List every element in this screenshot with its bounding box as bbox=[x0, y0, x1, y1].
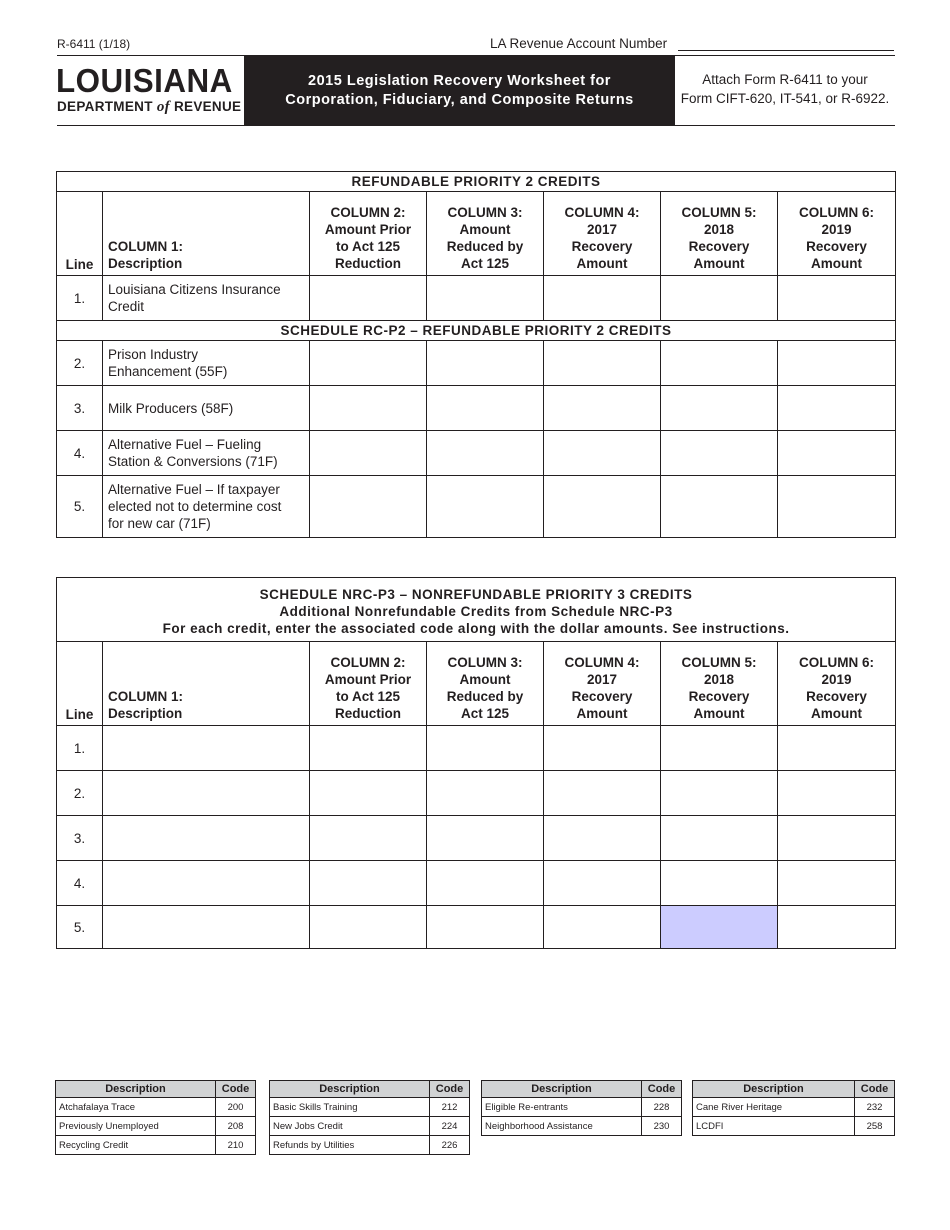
table-row: Basic Skills Training 212 bbox=[270, 1098, 470, 1117]
table-row: Atchafalaya Trace 200 bbox=[56, 1098, 256, 1117]
table-row: 3. bbox=[57, 816, 896, 861]
amount-field[interactable] bbox=[310, 386, 427, 431]
table-row: 5. bbox=[57, 906, 896, 949]
amount-field[interactable] bbox=[427, 386, 544, 431]
amount-field[interactable] bbox=[544, 906, 661, 949]
amount-field[interactable] bbox=[427, 816, 544, 861]
amount-field[interactable] bbox=[544, 386, 661, 431]
form-title-line2: Corporation, Fiduciary, and Composite Returns bbox=[285, 91, 634, 108]
account-number-field[interactable] bbox=[678, 50, 894, 51]
column-header-row bbox=[57, 192, 896, 276]
logo-department: DEPARTMENT of REVENUE bbox=[57, 99, 242, 115]
description-field[interactable] bbox=[103, 906, 310, 949]
amount-field[interactable] bbox=[661, 386, 778, 431]
table-row: Neighborhood Assistance 230 bbox=[482, 1117, 682, 1136]
amount-field-focused[interactable] bbox=[661, 906, 778, 949]
amount-field[interactable] bbox=[778, 726, 896, 771]
table-row: Refunds by Utilities 226 bbox=[270, 1136, 470, 1155]
description-field[interactable] bbox=[103, 771, 310, 816]
attach-instructions: Attach Form R-6411 to your Form CIFT-620, IT-541, or R-6922. bbox=[680, 72, 890, 106]
amount-field[interactable] bbox=[310, 431, 427, 476]
column5-header: COLUMN 5: 2018 Recovery Amount bbox=[661, 642, 778, 726]
amount-field[interactable] bbox=[427, 771, 544, 816]
table-row: 1. bbox=[57, 726, 896, 771]
amount-field[interactable] bbox=[661, 861, 778, 906]
code-table-3: Description Code Eligible Re-entrants 228 Neighborhood Assistance 230 bbox=[481, 1080, 682, 1136]
amount-field[interactable] bbox=[310, 771, 427, 816]
section-title: REFUNDABLE PRIORITY 2 CREDITS bbox=[57, 172, 896, 192]
description-field[interactable] bbox=[103, 726, 310, 771]
amount-field[interactable] bbox=[544, 861, 661, 906]
column3-header: COLUMN 3: Amount Reduced by Act 125 bbox=[427, 192, 544, 276]
amount-field[interactable] bbox=[661, 431, 778, 476]
column2-header: COLUMN 2: Amount Prior to Act 125 Reduction bbox=[310, 192, 427, 276]
amount-field[interactable] bbox=[427, 476, 544, 538]
form-number: R-6411 (1/18) bbox=[57, 37, 131, 51]
section-subtitle: SCHEDULE RC-P2 – REFUNDABLE PRIORITY 2 CREDITS bbox=[57, 321, 896, 341]
column4-header: COLUMN 4: 2017 Recovery Amount bbox=[544, 642, 661, 726]
amount-field[interactable] bbox=[310, 816, 427, 861]
section-title: SCHEDULE NRC-P3 – NONREFUNDABLE PRIORITY 3 CREDITS Additional Nonrefundable Credits from Schedule NRC-P3 For each credit, enter the associated code along with the dollar amounts. See instructions. bbox=[57, 578, 896, 642]
nonrefundable-credits-table bbox=[56, 577, 896, 949]
amount-field[interactable] bbox=[544, 816, 661, 861]
code-table-2: Description Code Basic Skills Training 212 New Jobs Credit 224 Refunds by Utilities 226 bbox=[269, 1080, 470, 1155]
amount-field[interactable] bbox=[778, 431, 896, 476]
amount-field[interactable] bbox=[427, 341, 544, 386]
amount-field[interactable] bbox=[544, 276, 661, 321]
column6-header: COLUMN 6: 2019 Recovery Amount bbox=[778, 642, 896, 726]
amount-field[interactable] bbox=[661, 726, 778, 771]
amount-field[interactable] bbox=[310, 726, 427, 771]
amount-field[interactable] bbox=[427, 726, 544, 771]
table-row: Cane River Heritage 232 bbox=[693, 1098, 895, 1117]
column-header-row bbox=[57, 642, 896, 726]
amount-field[interactable] bbox=[661, 476, 778, 538]
column1-header: COLUMN 1: Description bbox=[103, 642, 310, 726]
amount-field[interactable] bbox=[778, 861, 896, 906]
amount-field[interactable] bbox=[544, 341, 661, 386]
table-row: 2. Prison Industry Enhancement (55F) bbox=[57, 341, 896, 386]
column1-header: COLUMN 1: Description bbox=[103, 192, 310, 276]
amount-field[interactable] bbox=[778, 771, 896, 816]
table-row: 3. Milk Producers (58F) bbox=[57, 386, 896, 431]
amount-field[interactable] bbox=[310, 476, 427, 538]
account-number-label: LA Revenue Account Number bbox=[490, 36, 668, 51]
table-row: Recycling Credit 210 bbox=[56, 1136, 256, 1155]
amount-field[interactable] bbox=[778, 816, 896, 861]
description-field[interactable] bbox=[103, 816, 310, 861]
amount-field[interactable] bbox=[778, 386, 896, 431]
form-title-line1: 2015 Legislation Recovery Worksheet for bbox=[308, 72, 611, 89]
refundable-credits-table bbox=[56, 171, 896, 538]
code-table-1: Description Code Atchafalaya Trace 200 Previously Unemployed 208 Recycling Credit 210 bbox=[55, 1080, 256, 1155]
table-row: Eligible Re-entrants 228 bbox=[482, 1098, 682, 1117]
description-field[interactable] bbox=[103, 861, 310, 906]
table-row: New Jobs Credit 224 bbox=[270, 1117, 470, 1136]
logo-louisiana: LOUISIANA bbox=[56, 62, 233, 99]
line-header: Line bbox=[57, 642, 103, 726]
amount-field[interactable] bbox=[544, 726, 661, 771]
table-row: 1. Louisiana Citizens Insurance Credit bbox=[57, 276, 896, 321]
column5-header: COLUMN 5: 2018 Recovery Amount bbox=[661, 192, 778, 276]
amount-field[interactable] bbox=[544, 431, 661, 476]
amount-field[interactable] bbox=[310, 276, 427, 321]
amount-field[interactable] bbox=[778, 276, 896, 321]
amount-field[interactable] bbox=[778, 476, 896, 538]
amount-field[interactable] bbox=[427, 431, 544, 476]
header-bottom-rule bbox=[57, 125, 895, 126]
code-table-4: Description Code Cane River Heritage 232 LCDFI 258 bbox=[692, 1080, 895, 1136]
amount-field[interactable] bbox=[661, 816, 778, 861]
table-row: 5. Alternative Fuel – If taxpayer elected not to determine cost for new car (71F) bbox=[57, 476, 896, 538]
amount-field[interactable] bbox=[310, 906, 427, 949]
amount-field[interactable] bbox=[661, 341, 778, 386]
column4-header: COLUMN 4: 2017 Recovery Amount bbox=[544, 192, 661, 276]
column2-header: COLUMN 2: Amount Prior to Act 125 Reduction bbox=[310, 642, 427, 726]
amount-field[interactable] bbox=[544, 476, 661, 538]
amount-field[interactable] bbox=[427, 861, 544, 906]
form-title bbox=[244, 56, 675, 125]
column6-header: COLUMN 6: 2019 Recovery Amount bbox=[778, 192, 896, 276]
table-row: LCDFI 258 bbox=[693, 1117, 895, 1136]
table-row: 2. bbox=[57, 771, 896, 816]
amount-field[interactable] bbox=[661, 276, 778, 321]
line-header: Line bbox=[57, 192, 103, 276]
table-row: Previously Unemployed 208 bbox=[56, 1117, 256, 1136]
amount-field[interactable] bbox=[310, 861, 427, 906]
column3-header: COLUMN 3: Amount Reduced by Act 125 bbox=[427, 642, 544, 726]
amount-field[interactable] bbox=[778, 341, 896, 386]
amount-field[interactable] bbox=[310, 341, 427, 386]
amount-field[interactable] bbox=[427, 906, 544, 949]
table-row: 4. Alternative Fuel – Fueling Station & Conversions (71F) bbox=[57, 431, 896, 476]
amount-field[interactable] bbox=[661, 771, 778, 816]
amount-field[interactable] bbox=[544, 771, 661, 816]
table-row: 4. bbox=[57, 861, 896, 906]
amount-field[interactable] bbox=[778, 906, 896, 949]
amount-field[interactable] bbox=[427, 276, 544, 321]
